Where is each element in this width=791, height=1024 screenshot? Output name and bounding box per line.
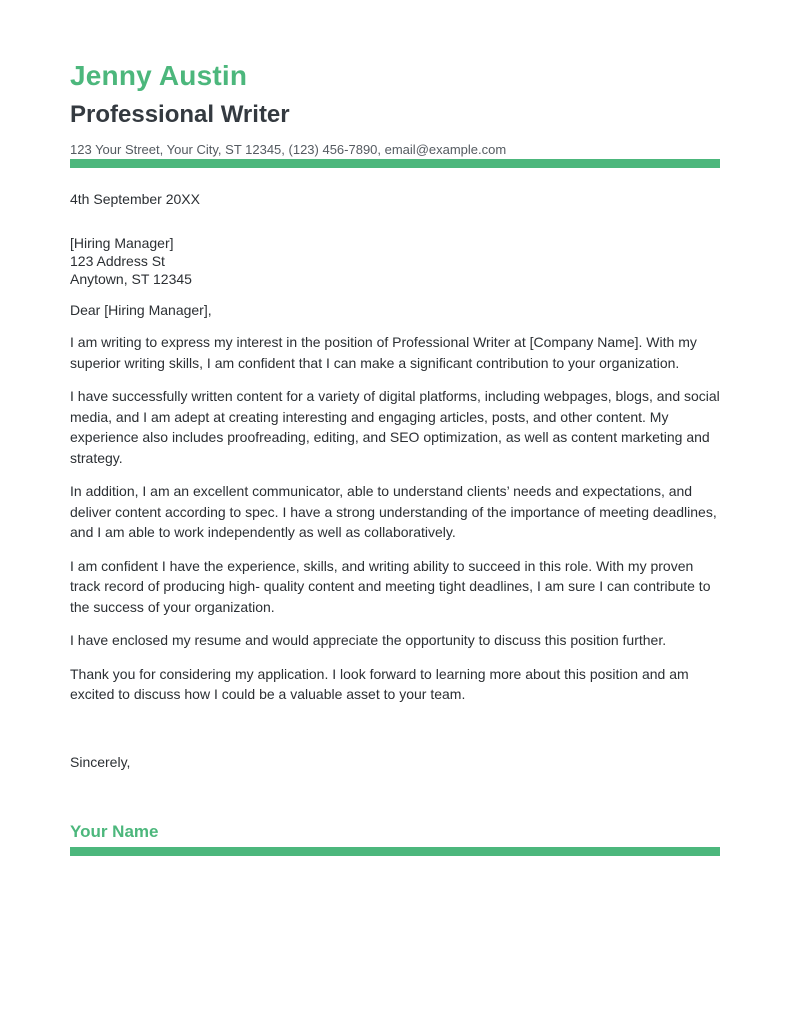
recipient-line: [Hiring Manager]	[70, 235, 174, 251]
body-paragraph: I have enclosed my resume and would appreciate the opportunity to discuss this position further.	[70, 632, 667, 648]
cover-letter-page	[70, 58, 720, 856]
salutation: Dear [Hiring Manager],	[70, 302, 212, 318]
closing: Sincerely,	[70, 753, 131, 770]
header-divider	[70, 159, 720, 168]
body-paragraph: In addition, I am an excellent communicator, able to understand clients’ needs and expectations, and deliver content according to spec. I have a strong understanding of the importance of meeting deadlines, and I am able to work independently as well as collaboratively.	[70, 483, 717, 540]
body-paragraph: I have successfully written content for a variety of digital platforms, including webpages, blogs, and social media, and I am adept at creating interesting and engaging articles, posts, and other content. My experience also includes proofreading, editing, and SEO optimization, as well as content marketing and strategy.	[70, 388, 720, 466]
applicant-name: Jenny Austin	[70, 60, 248, 91]
recipient-address	[70, 234, 720, 288]
body-paragraph: I am writing to express my interest in the position of Professional Writer at [Company Name]. With my superior writing skills, I am confident that I can make a significant contribution to your organization.	[70, 334, 697, 371]
recipient-line: 123 Address St	[70, 253, 165, 269]
job-title: Professional Writer	[70, 101, 290, 128]
body-paragraph: Thank you for considering my application. I look forward to learning more about this position and am excited to discuss how I could be a valuable asset to your team.	[70, 665, 689, 702]
signature-name: Your Name	[70, 821, 159, 841]
letter-date: 4th September 20XX	[70, 191, 200, 207]
contact-info: 123 Your Street, Your City, ST 12345, (123) 456-7890, email@example.com	[70, 142, 507, 157]
body-paragraph: I am confident I have the experience, skills, and writing ability to succeed in this role. With my proven track record of producing high- quality content and meeting tight deadlines, I am sure I can contribute to the success of your organization.	[70, 557, 711, 615]
footer-divider	[70, 847, 720, 856]
recipient-line: Anytown, ST 12345	[70, 271, 192, 287]
